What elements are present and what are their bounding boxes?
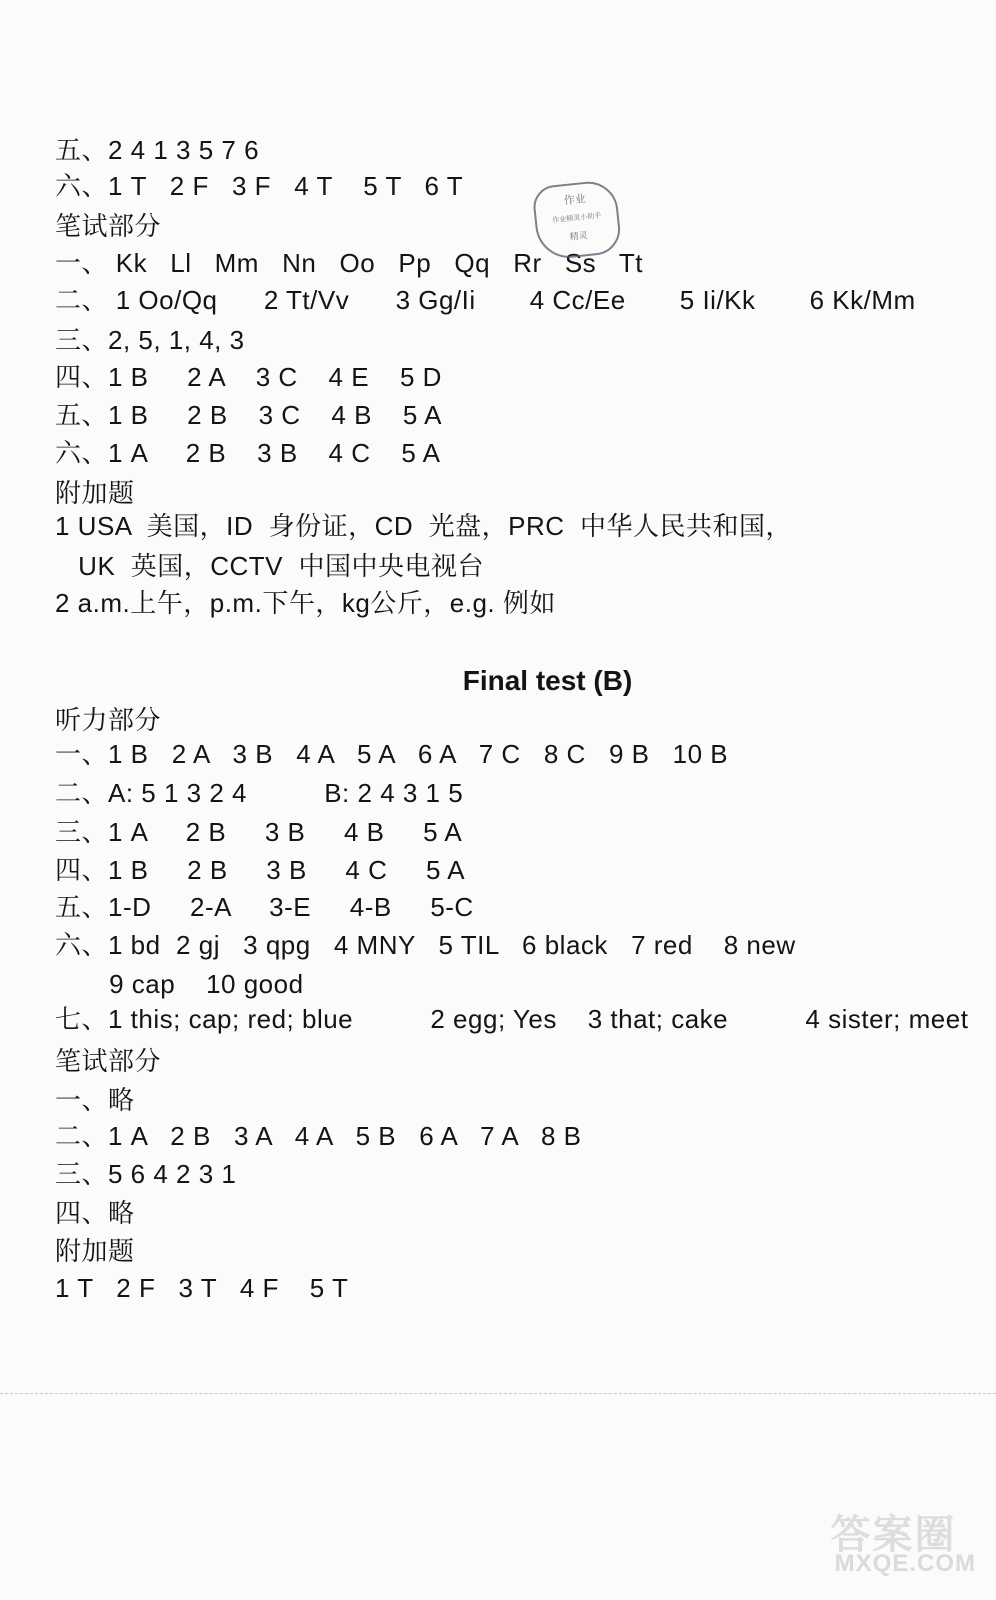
answer-line: 二、1 A 2 B 3 A 4 A 5 B 6 A 7 A 8 B [55,1121,582,1151]
section-label: 笔试部分 [55,1046,162,1076]
page-divider [0,1393,996,1394]
answer-line: 二、A: 5 1 3 2 4 B: 2 4 3 1 5 [55,778,464,808]
answer-line: 六、1 T 2 F 3 F 4 T 5 T 6 T [55,171,464,201]
stamp-text: 作业 [563,191,587,208]
answer-line: 四、略 [55,1198,135,1228]
section-label: 附加题 [55,478,135,508]
answer-line: 五、1 B 2 B 3 C 4 B 5 A [55,400,442,430]
answer-line: 五、2 4 1 3 5 7 6 [55,135,260,165]
answer-line: 四、1 B 2 A 3 C 4 E 5 D [55,362,442,392]
answer-line: 二、 1 Oo/Qq 2 Tt/Vv 3 Gg/Ii 4 Cc/Ee 5 Ii/Kk 6 Kk/Mm [55,285,916,315]
answer-line: 五、1-D 2-A 3-E 4-B 5-C [55,892,474,922]
answer-line: 一、 Kk Ll Mm Nn Oo Pp Qq Rr Ss Tt [55,248,643,278]
answer-line: 9 cap 10 good [55,969,304,999]
answer-line: 六、1 A 2 B 3 B 4 C 5 A [55,438,441,468]
section-heading: Final test (B) [462,665,633,696]
answer-line: 六、1 bd 2 gj 3 qpg 4 MNY 5 TIL 6 black 7 red 8 new [55,930,796,960]
answer-line: 2 a.m.上午，p.m.下午，kg公斤，e.g. 例如 [55,588,556,618]
section-label: 笔试部分 [55,211,162,241]
answer-line: 七、1 this; cap; red; blue 2 egg; Yes 3 that; cake 4 sister; meet [55,1004,969,1034]
section-label: 听力部分 [55,705,162,735]
answer-line: 1 T 2 F 3 T 4 F 5 T [55,1273,349,1303]
answer-line: 三、2, 5, 1, 4, 3 [55,325,245,355]
stamp-text: 作业精灵小助手 [552,211,602,225]
watermark-url: MXQE.COM [834,1550,976,1577]
answer-line: 一、略 [55,1085,135,1115]
watermark [811,1503,976,1578]
watermark-logo: 答案圈 [830,1512,957,1558]
answer-line: UK 英国，CCTV 中国中央电视台 [55,551,484,581]
answer-line: 三、5 6 4 2 3 1 [55,1159,237,1189]
section-label: 附加题 [55,1236,135,1266]
stamp-text: 精灵 [569,230,589,243]
answer-line: 一、1 B 2 A 3 B 4 A 5 A 6 A 7 C 8 C 9 B 10 B [55,739,729,769]
answer-line: 四、1 B 2 B 3 B 4 C 5 A [55,855,466,885]
answer-line: 三、1 A 2 B 3 B 4 B 5 A [55,817,463,847]
answer-line: 1 USA 美国，ID 身份证，CD 光盘，PRC 中华人民共和国， [55,511,792,541]
